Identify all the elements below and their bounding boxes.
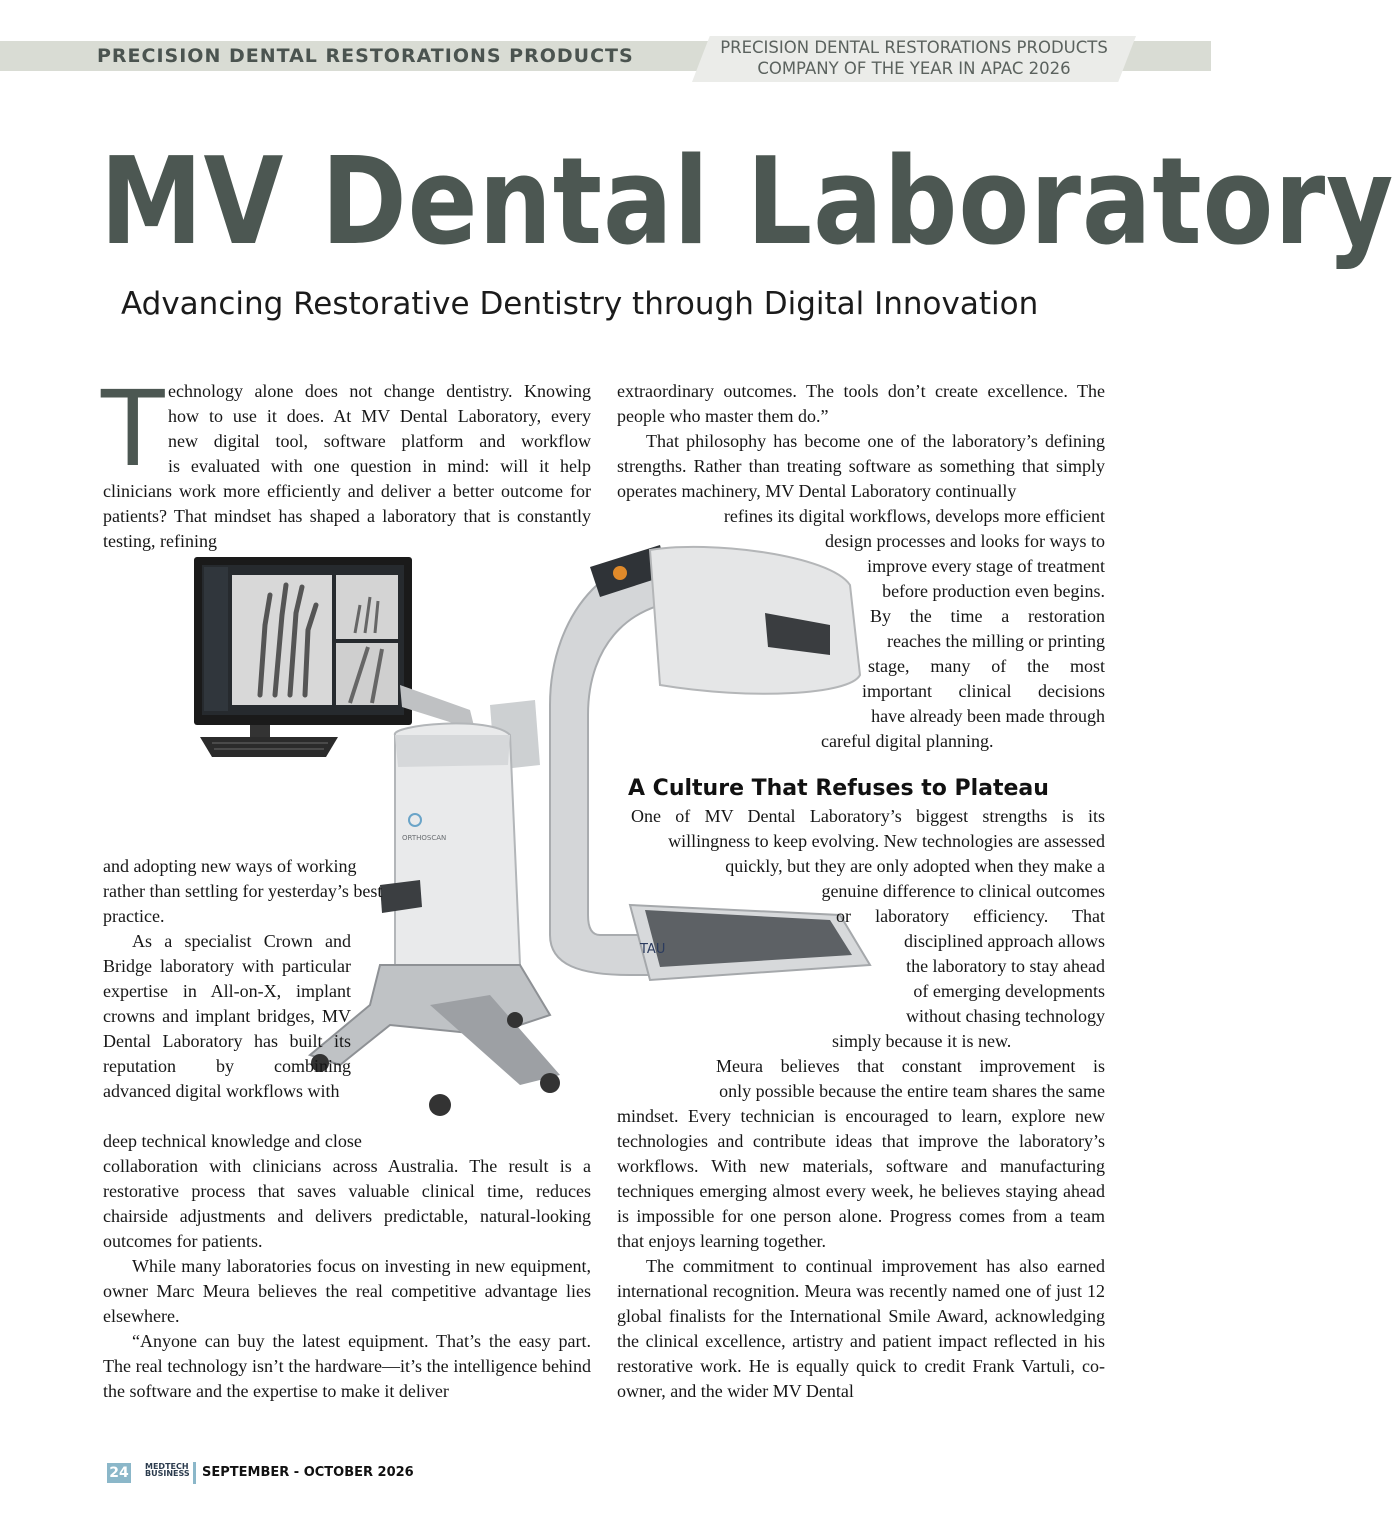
machine-brand-label: ORTHOSCAN <box>402 834 447 842</box>
quote-paragraph: “Anyone can buy the latest equipment. That’s the easy part. The real technology isn’t the hardware—it’s the intelligence behind the software and the expertise to make it deliver <box>103 1331 591 1401</box>
culture-line-2: willingness to keep evolving. New technologies are assessed <box>668 831 1105 851</box>
team-paragraph: mindset. Every technician is encouraged to learn, explore new technologies and contribute ideas that improve the laboratory’s workflows. With new materials, software and manufacturing techniques emerging almost every week, he believes staying ahead is impossible for one person alone. Progress comes from a team that enjoys learning together. <box>617 1106 1105 1251</box>
intro-paragraph-text: clinicians work more efficiently and deliver a better outcome for patients? That mindset has shaped a laboratory that is constantly testing, refining <box>103 481 591 551</box>
specialist-paragraph-line-text: deep technical knowledge and close <box>103 1131 362 1151</box>
recognition-paragraph: The commitment to continual improvement has also earned international recognition. Meura was recently named one of just 12 global finalists for the International Smile Award, acknowledging the clinical excellence, artistry and patient impact reflected in his restorative work. He is equally quick to credit Frank Vartuli, co-owner, and the wider MV Dental <box>617 1256 1105 1401</box>
culture-wrap-lines <box>617 804 1105 1104</box>
team-line-1: Meura believes that constant improvement is <box>716 1056 1105 1076</box>
culture-line-9: without chasing technology <box>906 1006 1105 1026</box>
page-title: MV Dental Laboratory <box>100 133 1394 272</box>
monitor-icon <box>194 557 412 757</box>
philosophy-line-5: By the time a restoration <box>870 606 1105 626</box>
right-column-top <box>617 379 1105 504</box>
philosophy-line-7: stage, many of the most <box>868 656 1105 676</box>
section-label: PRECISION DENTAL RESTORATIONS PRODUCTS <box>97 45 634 67</box>
intro-continuation <box>103 854 385 929</box>
investment-paragraph: While many laboratories focus on investing in new equipment, owner Marc Meura believes the real competitive advantage lies elsewhere. <box>103 1256 591 1326</box>
specialist-paragraph-text: As a specialist Crown and Bridge laboratory with particular expertise in All-on-X, implant crowns and implant bridges, MV Dental Laboratory has built its reputation by combining advanced digital workflows with <box>103 931 351 1101</box>
logo-line-2: BUSINESS <box>145 1469 190 1478</box>
drop-cap: T <box>101 368 165 490</box>
philosophy-line-10: careful digital planning. <box>821 731 994 751</box>
team-line-2: only possible because the entire team shares the same <box>719 1081 1105 1101</box>
quote-continuation: extraordinary outcomes. The tools don’t create excellence. The people who master them do.” <box>617 381 1105 426</box>
page-subtitle: Advancing Restorative Dentistry through Digital Innovation <box>121 286 1039 322</box>
award-text <box>692 37 1136 79</box>
culture-line-10: simply because it is new. <box>832 1031 1012 1051</box>
culture-line-4: genuine difference to clinical outcomes <box>821 881 1105 901</box>
specialist-paragraph-line <box>103 1129 393 1154</box>
philosophy-line-6: reaches the milling or printing <box>887 631 1105 651</box>
footer-divider <box>193 1462 196 1484</box>
philosophy-line-4: before production even begins. <box>882 581 1105 601</box>
award-line-1: PRECISION DENTAL RESTORATIONS PRODUCTS <box>720 38 1108 57</box>
culture-line-8: of emerging developments <box>913 981 1105 1001</box>
intro-line-2: how to use it does. At MV Dental Laboratory, every <box>168 406 591 426</box>
page-number: 24 <box>107 1463 131 1483</box>
culture-line-6: disciplined approach allows <box>904 931 1105 951</box>
issue-date: SEPTEMBER - OCTOBER 2026 <box>202 1465 414 1480</box>
philosophy-line-9: have already been made through <box>871 706 1105 726</box>
specialist-paragraph <box>103 929 351 1104</box>
intro-continuation-text: and adopting new ways of working rather than settling for yesterday’s best practice. <box>103 856 383 926</box>
philosophy-line-2: design processes and looks for ways to <box>825 531 1105 551</box>
philosophy-line-1: refines its digital workflows, develops more efficient <box>723 506 1105 526</box>
intro-dropcap-lines <box>168 379 591 479</box>
intro-line-4: is evaluated with one question in mind: will it help <box>168 456 591 476</box>
intro-line-1: echnology alone does not change dentistry. Knowing <box>168 381 591 401</box>
intro-line-3: new digital tool, software platform and workflow <box>168 431 591 451</box>
award-line-2: COMPANY OF THE YEAR IN APAC 2026 <box>757 59 1071 78</box>
philosophy-line-8: important clinical decisions <box>862 681 1105 701</box>
intro-paragraph-rest <box>103 479 591 554</box>
philosophy-line-3: improve every stage of treatment <box>867 556 1105 576</box>
publication-logo <box>145 1462 190 1483</box>
culture-line-3: quickly, but they are only adopted when they make a <box>725 856 1105 876</box>
machine-model-label: TAU <box>640 942 666 957</box>
culture-line-5: or laboratory efficiency. That <box>836 906 1105 926</box>
culture-line-1: One of MV Dental Laboratory’s biggest strengths is its <box>631 806 1105 826</box>
left-column-body <box>103 1154 591 1404</box>
right-column-bottom <box>617 1104 1105 1404</box>
collaboration-paragraph: collaboration with clinicians across Australia. The result is a restorative process that saves valuable clinical time, reduces chairside adjustments and delivers predictable, natural-looking outcomes for patients. <box>103 1156 591 1251</box>
logo-line-1: MEDTECH <box>145 1462 189 1471</box>
culture-line-7: the laboratory to stay ahead <box>906 956 1105 976</box>
philosophy-wrap-lines <box>617 504 1105 754</box>
philosophy-paragraph: That philosophy has become one of the laboratory’s defining strengths. Rather than treating software as something that simply operates machinery, MV Dental Laboratory continually <box>617 431 1105 501</box>
section-heading: A Culture That Refuses to Plateau <box>628 776 1049 801</box>
